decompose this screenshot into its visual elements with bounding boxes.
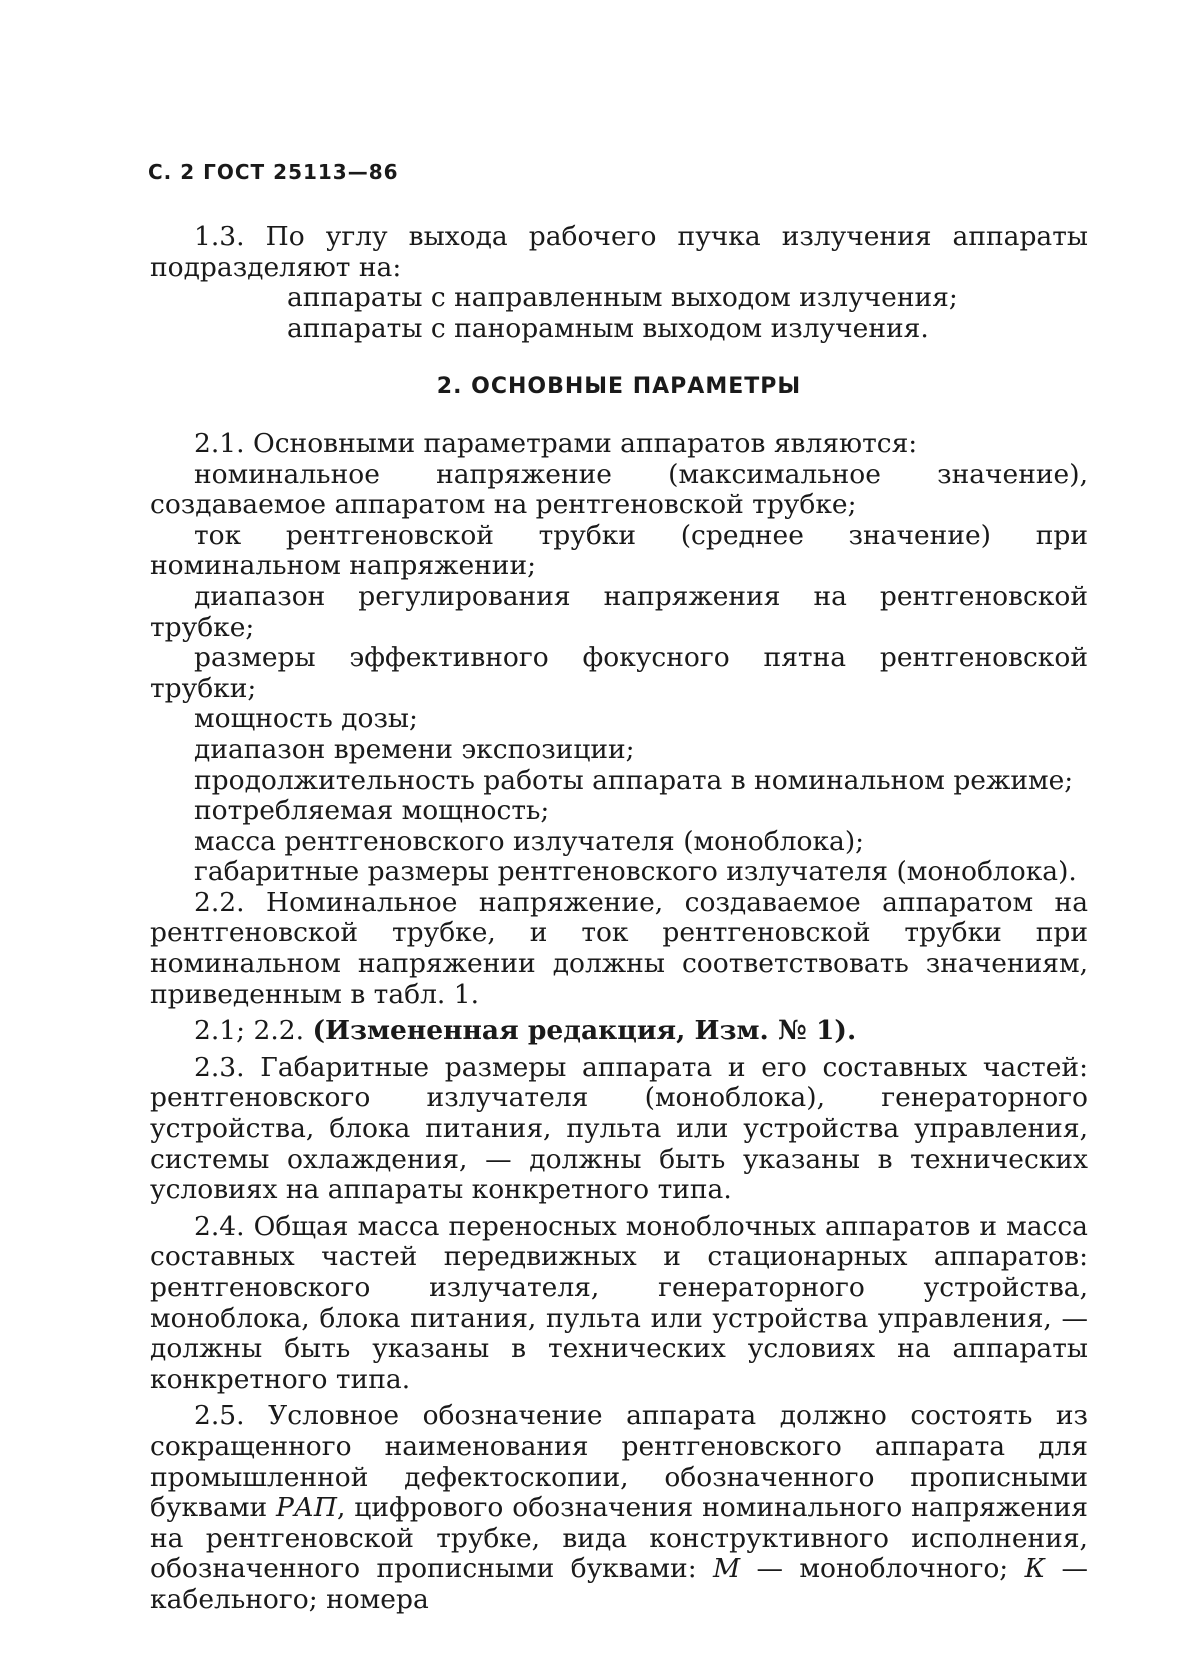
list-item: номинальное напряжение (максимальное значение), создаваемое аппаратом на рентгеновской трубке;	[150, 458, 1088, 521]
change-note-bold: (Измененная редакция, Изм. № 1).	[312, 1015, 857, 1047]
paragraph-2-3: 2.3. Габаритные размеры аппарата и его составных частей: рентгеновского излучателя (моноблока), генераторного устройства, блока питания, пульта или устройства управления, системы охлаждения, — должны быть указаны в технических условиях на аппараты конкретного типа.	[150, 1051, 1088, 1206]
paragraph-2-5	[150, 1401, 1088, 1615]
section-title: 2. ОСНОВНЫЕ ПАРАМЕТРЫ	[436, 374, 802, 400]
list-item: диапазон регулирования напряжения на рентгеновской трубке;	[150, 580, 1088, 643]
italic-letter: М	[713, 1553, 741, 1585]
list-item: мощность дозы;	[194, 703, 418, 735]
paragraph-2-4: 2.4. Общая масса переносных моноблочных аппаратов и масса составных частей передвижных и стационарных аппаратов: рентгеновского излучателя, генераторного устройства, моноблока, блока питания, пульта или устройства управления, — должны быть указаны в технических условиях на аппараты конкретного типа.	[150, 1210, 1088, 1395]
list-item: аппараты с панорамным выходом излучения.	[287, 312, 929, 344]
list-item: ток рентгеновской трубки (среднее значение) при номинальном напряжении;	[150, 519, 1088, 582]
list-item: аппараты с направленным выходом излучения;	[287, 282, 958, 314]
list-item: диапазон времени экспозиции;	[194, 733, 635, 765]
list-item: габаритные размеры рентгеновского излучателя (моноблока).	[194, 856, 1077, 888]
page-header: С. 2 ГОСТ 25113—86	[148, 160, 399, 184]
change-note	[150, 1016, 1088, 1047]
change-note-prefix: 2.1; 2.2.	[194, 1015, 305, 1047]
italic-letter: К	[1024, 1553, 1046, 1585]
list-item: размеры эффективного фокусного пятна рентгеновской трубки;	[150, 642, 1088, 704]
list-item: потребляемая мощность;	[194, 795, 550, 827]
italic-abbrev: РАП	[275, 1492, 337, 1524]
list-item: масса рентгеновского излучателя (моноблока);	[194, 825, 865, 857]
paragraph-2-1: 2.1. Основными параметрами аппаратов являются:	[194, 427, 918, 459]
paragraph-2-2: 2.2. Номинальное напряжение, создаваемое аппаратом на рентгеновской трубке, и ток рентгеновской трубки при номинальном напряжении должны соответствовать значениям, приведенным в табл. 1.	[150, 886, 1088, 1010]
text-span: — моноблочного;	[740, 1553, 1025, 1585]
text-span: 2.5. Условное обозначение аппарата должно состоять из сокращенного наименования рентгеновского аппарата для промышленной дефектоскопии, обозначенного прописными буквами	[150, 1400, 1088, 1524]
list-item: продолжительность работы аппарата в номинальном режиме;	[194, 764, 1074, 796]
text-span: — кабельного; номера	[150, 1553, 1088, 1615]
paragraph-1-3: 1.3. По углу выхода рабочего пучка излучения аппараты подразделяют на:	[150, 221, 1088, 283]
text-span: , цифрового обозначения номинального напряжения на рентгеновской трубке, вида конструктивного исполнения, обозначенного прописными буквами:	[150, 1492, 1088, 1585]
document-body	[150, 222, 1088, 1616]
